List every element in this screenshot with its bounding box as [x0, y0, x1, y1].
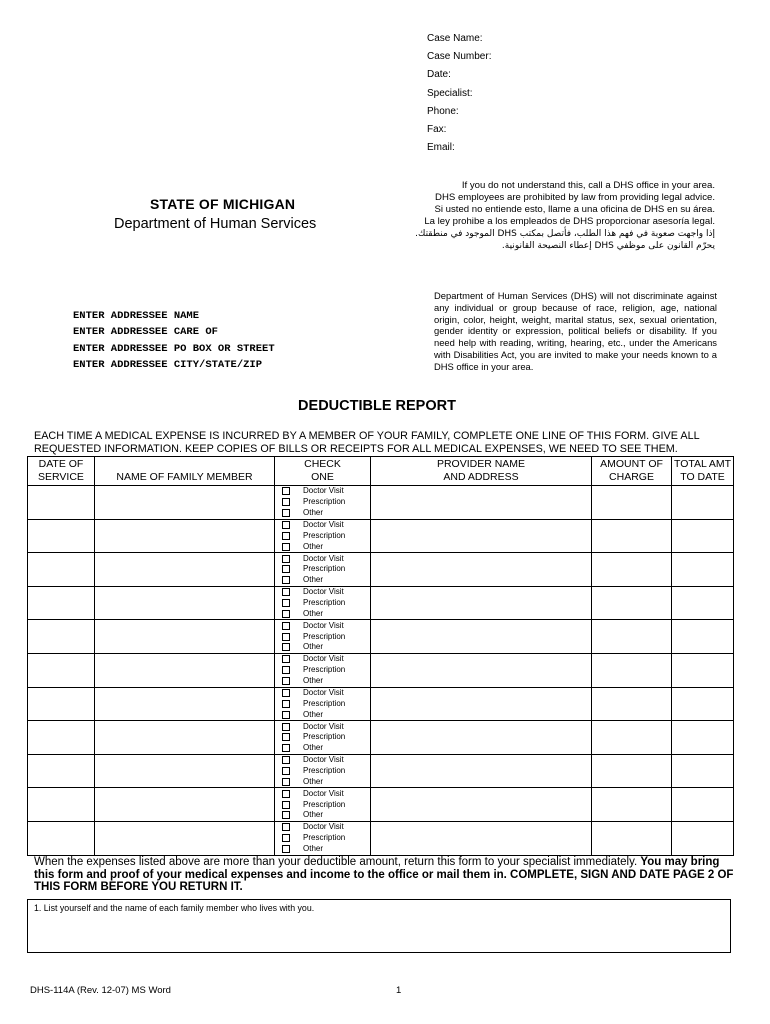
- check-option: [275, 665, 370, 676]
- date-cell[interactable]: [28, 519, 95, 553]
- amount-cell[interactable]: [592, 486, 672, 520]
- table-row: [28, 486, 734, 520]
- checkbox[interactable]: [282, 498, 290, 506]
- provider-cell[interactable]: [371, 620, 592, 654]
- check-option: [275, 553, 370, 564]
- specialist-label: Specialist:: [427, 87, 473, 99]
- report-title-wrap: [0, 398, 770, 414]
- checkbox[interactable]: [282, 723, 290, 731]
- amount-cell[interactable]: [592, 653, 672, 687]
- checkbox[interactable]: [282, 633, 290, 641]
- amount-cell[interactable]: [592, 620, 672, 654]
- check-option-label: Doctor Visit: [303, 822, 344, 832]
- check-option-label: Doctor Visit: [303, 755, 344, 765]
- table-row: [28, 620, 734, 654]
- checkbox[interactable]: [282, 790, 290, 798]
- check-cell: [275, 687, 371, 721]
- checkbox[interactable]: [282, 677, 290, 685]
- addressee-city: ENTER ADDRESSEE CITY/STATE/ZIP: [73, 358, 263, 371]
- check-option: [275, 698, 370, 709]
- check-option: [275, 598, 370, 609]
- name-cell[interactable]: [95, 519, 275, 553]
- check-cell: [275, 586, 371, 620]
- header-provider: PROVIDER NAME AND ADDRESS: [371, 457, 592, 486]
- check-option: [275, 709, 370, 720]
- provider-cell[interactable]: [371, 519, 592, 553]
- provider-cell[interactable]: [371, 687, 592, 721]
- checkbox[interactable]: [282, 599, 290, 607]
- check-option-label: Doctor Visit: [303, 788, 344, 798]
- name-cell[interactable]: [95, 553, 275, 587]
- check-option: [275, 799, 370, 810]
- language-notice: [355, 180, 715, 252]
- total-cell[interactable]: [672, 586, 734, 620]
- check-cell: [275, 519, 371, 553]
- header-total: TOTAL AMT TO DATE: [672, 457, 734, 486]
- checkbox[interactable]: [282, 767, 290, 775]
- checkbox[interactable]: [282, 756, 290, 764]
- report-title: DEDUCTIBLE REPORT: [298, 398, 456, 414]
- total-cell[interactable]: [672, 519, 734, 553]
- total-cell[interactable]: [672, 553, 734, 587]
- name-cell[interactable]: [95, 486, 275, 520]
- notice-es-1: Si usted no entiende esto, llame a una oficina de DHS en su área.: [434, 204, 715, 215]
- check-option: [275, 541, 370, 552]
- check-option-label: Prescription: [303, 765, 346, 775]
- check-cell: [275, 788, 371, 822]
- check-option-label: Other: [303, 709, 324, 719]
- return-instructions: [34, 856, 734, 894]
- header-name: NAME OF FAMILY MEMBER: [95, 457, 275, 486]
- amount-cell[interactable]: [592, 788, 672, 822]
- check-option-label: Prescription: [303, 698, 346, 708]
- check-cell: [275, 553, 371, 587]
- expense-table: [27, 456, 734, 856]
- date-cell[interactable]: [28, 620, 95, 654]
- case-name-label: Case Name:: [427, 33, 483, 44]
- report-instructions: EACH TIME A MEDICAL EXPENSE IS INCURRED BY A MEMBER OF YOUR FAMILY, COMPLETE ONE LINE OF THIS FORM. GIVE ALL REQUESTED INFORMATION. KEEP COPIES OF BILLS OR RECEIPTS FOR ALL MEDICAL EXPENSES, WE NEED TO SEE THEM.: [34, 430, 700, 455]
- check-cell: [275, 754, 371, 788]
- date-cell[interactable]: [28, 486, 95, 520]
- notice-ar-2: يحرّم القانون على موظفي DHS إعطاء النصيحة القانونية.: [501, 241, 715, 251]
- check-option-label: Prescription: [303, 530, 346, 540]
- name-cell[interactable]: [95, 754, 275, 788]
- date-cell[interactable]: [28, 653, 95, 687]
- amount-cell[interactable]: [592, 586, 672, 620]
- checkbox[interactable]: [282, 700, 290, 708]
- checkbox[interactable]: [282, 509, 290, 517]
- table-row: [28, 788, 734, 822]
- check-option: [275, 642, 370, 653]
- department-name: Department of Human Services: [114, 216, 317, 232]
- check-option-label: Doctor Visit: [303, 519, 344, 529]
- checkbox[interactable]: [282, 521, 290, 529]
- checkbox[interactable]: [282, 823, 290, 831]
- check-cell: [275, 620, 371, 654]
- total-cell[interactable]: [672, 788, 734, 822]
- check-option: [275, 810, 370, 821]
- checkbox[interactable]: [282, 643, 290, 651]
- name-cell[interactable]: [95, 687, 275, 721]
- amount-cell[interactable]: [592, 754, 672, 788]
- date-cell[interactable]: [28, 754, 95, 788]
- check-option: [275, 766, 370, 777]
- page-number: 1: [396, 985, 402, 996]
- check-option: [275, 676, 370, 687]
- check-option-label: Doctor Visit: [303, 654, 344, 664]
- provider-cell[interactable]: [371, 553, 592, 587]
- check-option-label: Other: [303, 642, 324, 652]
- notice-en-1: If you do not understand this, call a DHS office in your area.: [461, 180, 715, 191]
- check-option-label: Prescription: [303, 497, 346, 507]
- check-option: [275, 755, 370, 766]
- check-option: [275, 833, 370, 844]
- check-option: [275, 608, 370, 619]
- checkbox[interactable]: [282, 711, 290, 719]
- return-instructions-normal: When the expenses listed above are more than your deductible amount, return this form to your specialist immediately.: [34, 856, 641, 868]
- check-option-label: Doctor Visit: [303, 587, 344, 597]
- check-option-label: Doctor Visit: [303, 486, 344, 496]
- check-option-label: Other: [303, 608, 324, 618]
- checkbox[interactable]: [282, 666, 290, 674]
- check-option-label: Prescription: [303, 564, 346, 574]
- check-option: [275, 520, 370, 531]
- amount-cell[interactable]: [592, 721, 672, 755]
- family-list-prompt: 1. List yourself and the name of each family member who lives with you.: [34, 903, 315, 913]
- date-cell[interactable]: [28, 788, 95, 822]
- table-row: [28, 821, 734, 855]
- check-option: [275, 732, 370, 743]
- provider-cell[interactable]: [371, 653, 592, 687]
- check-option: [275, 486, 370, 497]
- check-option-label: Other: [303, 541, 324, 551]
- provider-cell[interactable]: [371, 754, 592, 788]
- check-option-label: Prescription: [303, 833, 346, 843]
- name-cell[interactable]: [95, 620, 275, 654]
- date-cell[interactable]: [28, 721, 95, 755]
- total-cell[interactable]: [672, 754, 734, 788]
- check-option: [275, 587, 370, 598]
- table-row: [28, 721, 734, 755]
- amount-cell[interactable]: [592, 821, 672, 855]
- checkbox[interactable]: [282, 845, 290, 853]
- checkbox[interactable]: [282, 733, 290, 741]
- checkbox[interactable]: [282, 778, 290, 786]
- checkbox[interactable]: [282, 811, 290, 819]
- checkbox[interactable]: [282, 744, 290, 752]
- check-option-label: Doctor Visit: [303, 553, 344, 563]
- check-option: [275, 530, 370, 541]
- total-cell[interactable]: [672, 821, 734, 855]
- name-cell[interactable]: [95, 586, 275, 620]
- name-cell[interactable]: [95, 788, 275, 822]
- checkbox[interactable]: [282, 588, 290, 596]
- checkbox[interactable]: [282, 487, 290, 495]
- checkbox[interactable]: [282, 543, 290, 551]
- check-option: [275, 721, 370, 732]
- nondiscrimination-statement: Department of Human Services (DHS) will not discriminate against any individual or group because of race, religion, age, national origin, color, height, weight, marital status, sex, sexual orientation, gender identity or expression, political beliefs or disability. If you need help with reading, writing, hearing, etc., under the Americans with Disabilities Act, you are invited to make your needs known to a DHS office in your area.: [434, 290, 717, 372]
- state-title: STATE OF MICHIGAN: [150, 196, 296, 212]
- table-row: [28, 754, 734, 788]
- table-row: [28, 653, 734, 687]
- check-option-label: Prescription: [303, 597, 346, 607]
- check-option-label: Other: [303, 675, 324, 685]
- return-instructions-bold: You may bring this form and proof of your medical expenses and income to the office or mail them in. COMPLETE, SIGN AND DATE PAGE 2 OF THIS FORM BEFORE YOU RETURN IT.: [34, 856, 734, 894]
- total-cell[interactable]: [672, 721, 734, 755]
- checkbox[interactable]: [282, 555, 290, 563]
- amount-cell[interactable]: [592, 519, 672, 553]
- amount-cell[interactable]: [592, 553, 672, 587]
- checkbox[interactable]: [282, 532, 290, 540]
- addressee-block: [73, 308, 275, 373]
- date-label: Date:: [427, 69, 451, 81]
- check-option: [275, 688, 370, 699]
- check-option: [275, 564, 370, 575]
- checkbox[interactable]: [282, 610, 290, 618]
- check-option: [275, 776, 370, 787]
- date-cell[interactable]: [28, 821, 95, 855]
- check-option-label: Doctor Visit: [303, 687, 344, 697]
- checkbox[interactable]: [282, 565, 290, 573]
- family-list-field[interactable]: [27, 899, 731, 953]
- check-option: [275, 654, 370, 665]
- check-option-label: Other: [303, 507, 324, 517]
- table-row: [28, 519, 734, 553]
- checkbox[interactable]: [282, 689, 290, 697]
- check-option-label: Other: [303, 776, 324, 786]
- check-option: [275, 497, 370, 508]
- check-option: [275, 743, 370, 754]
- check-option: [275, 822, 370, 833]
- header-amount: AMOUNT OF CHARGE: [592, 457, 672, 486]
- check-option-label: Other: [303, 843, 324, 853]
- checkbox[interactable]: [282, 576, 290, 584]
- name-cell[interactable]: [95, 653, 275, 687]
- addressee-care-of: ENTER ADDRESSEE CARE OF: [73, 326, 218, 339]
- checkbox[interactable]: [282, 655, 290, 663]
- case-info-block: [427, 30, 491, 157]
- provider-cell[interactable]: [371, 821, 592, 855]
- check-option: [275, 575, 370, 586]
- check-option-label: Other: [303, 575, 324, 585]
- check-option-label: Prescription: [303, 665, 346, 675]
- addressee-name: ENTER ADDRESSEE NAME: [73, 310, 200, 322]
- check-option-label: Doctor Visit: [303, 721, 344, 731]
- check-option-label: Other: [303, 810, 324, 820]
- total-cell[interactable]: [672, 653, 734, 687]
- fax-label: Fax:: [427, 124, 447, 136]
- case-number-label: Case Number:: [427, 51, 492, 63]
- check-cell: [275, 653, 371, 687]
- check-option: [275, 620, 370, 631]
- table-row: [28, 687, 734, 721]
- checkbox[interactable]: [282, 801, 290, 809]
- check-option: [275, 508, 370, 519]
- provider-cell[interactable]: [371, 586, 592, 620]
- check-option: [275, 844, 370, 855]
- checkbox[interactable]: [282, 834, 290, 842]
- provider-cell[interactable]: [371, 721, 592, 755]
- amount-cell[interactable]: [592, 687, 672, 721]
- total-cell[interactable]: [672, 687, 734, 721]
- date-cell[interactable]: [28, 687, 95, 721]
- check-cell: [275, 486, 371, 520]
- check-option-label: Prescription: [303, 799, 346, 809]
- date-cell[interactable]: [28, 586, 95, 620]
- check-option: [275, 631, 370, 642]
- total-cell[interactable]: [672, 620, 734, 654]
- notice-en-2: DHS employees are prohibited by law from providing legal advice.: [435, 192, 715, 203]
- table-header-row: [28, 457, 734, 486]
- notice-ar-1: إذا واجهت صعوبة في فهم هذا الطلب، فأتصل بمكتب DHS الموجود في منطقتك.: [415, 229, 715, 239]
- name-cell[interactable]: [95, 721, 275, 755]
- check-option-label: Other: [303, 743, 324, 753]
- phone-label: Phone:: [427, 105, 459, 117]
- table-row: [28, 586, 734, 620]
- header-date: DATE OF SERVICE: [28, 457, 95, 486]
- provider-cell[interactable]: [371, 788, 592, 822]
- addressee-street: ENTER ADDRESSEE PO BOX OR STREET: [73, 342, 275, 355]
- date-cell[interactable]: [28, 553, 95, 587]
- email-label: Email:: [427, 142, 455, 154]
- check-cell: [275, 721, 371, 755]
- check-option-label: Doctor Visit: [303, 620, 344, 630]
- check-option-label: Prescription: [303, 631, 346, 641]
- form-number: DHS-114A (Rev. 12-07) MS Word: [30, 985, 171, 996]
- check-option: [275, 788, 370, 799]
- total-cell[interactable]: [672, 486, 734, 520]
- check-cell: [275, 821, 371, 855]
- header-check: CHECK ONE: [275, 457, 371, 486]
- check-option-label: Prescription: [303, 732, 346, 742]
- notice-es-2: La ley prohibe a los empleados de DHS proporcionar asesoría legal.: [424, 216, 715, 227]
- table-row: [28, 553, 734, 587]
- provider-cell[interactable]: [371, 486, 592, 520]
- name-cell[interactable]: [95, 821, 275, 855]
- checkbox[interactable]: [282, 622, 290, 630]
